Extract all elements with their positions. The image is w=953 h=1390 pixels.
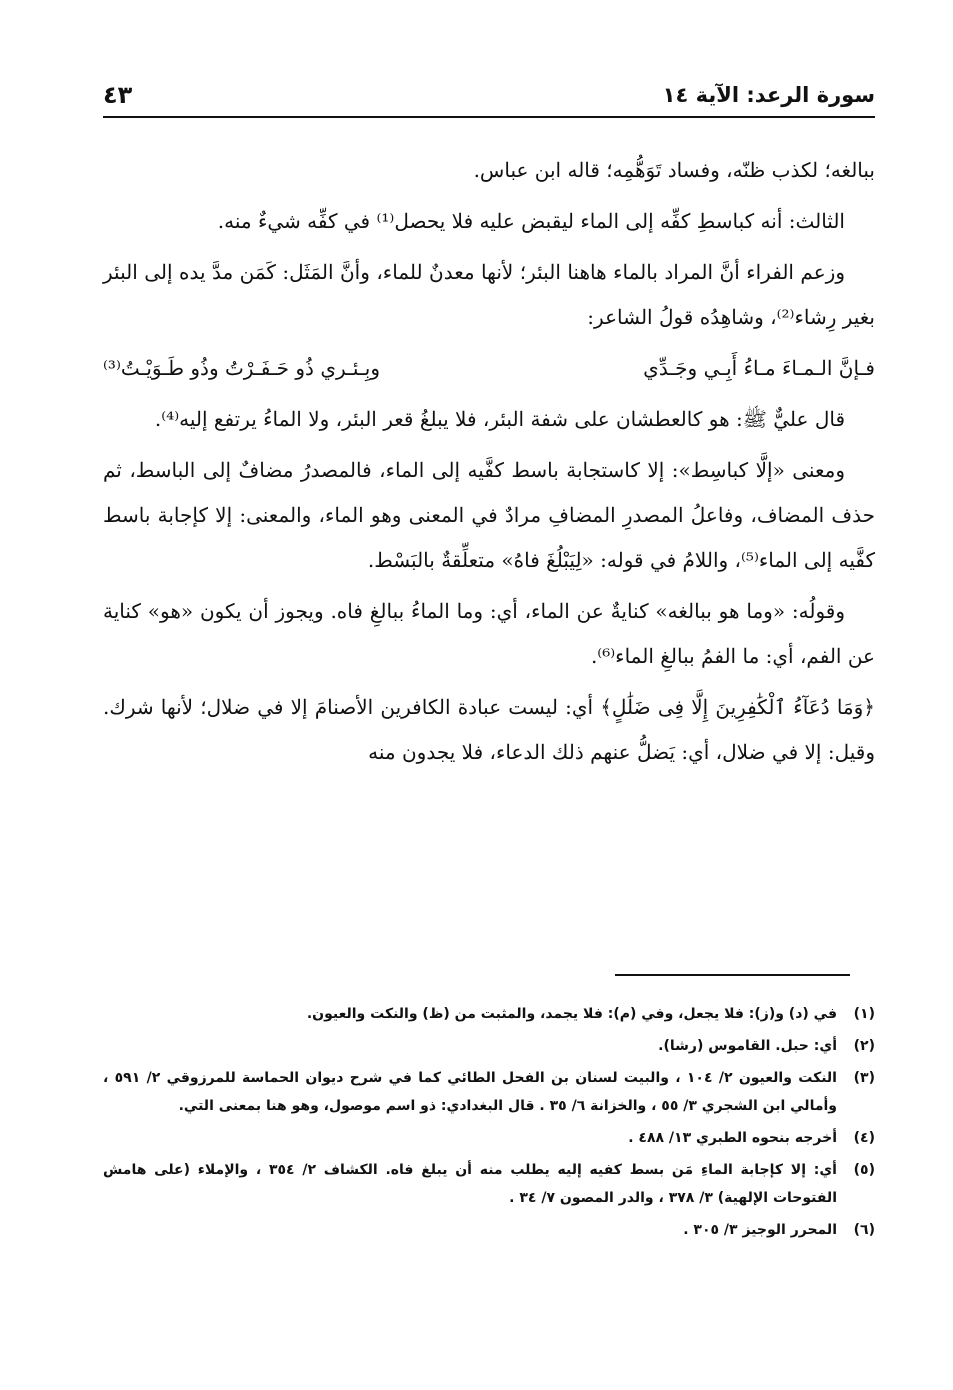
footnote-number: (٤) [853,1130,875,1146]
paragraph-1: ببالغه؛ لكذب ظنّه، وفساد تَوَهُّمِه؛ قاله ابن عباس. [473,158,875,182]
footnote-3 [103,1064,875,1120]
footnote-4 [103,1124,875,1152]
footnote-6 [103,1216,875,1244]
footnote-5 [103,1156,875,1212]
footnote-number: (٣) [853,1070,875,1086]
paragraph-2: الثالث: أنه كباسطِ كفِّه إلى الماء ليقبض عليه فلا يحصل⁽¹⁾ في كفِّه شيءٌ منه. [217,209,845,233]
paragraph-5: ومعنى «إلَّا كباسِط»: إلا كاستجابة باسط كفَّيه إلى الماء، فالمصدرُ مضافٌ إلى الباسط، ثم حذف المضاف، وفاعلُ المصدرِ المضافِ مرادٌ في المعنى وهو الماء، والمعنى: إلا كإجابة باسط كفَّيه إلى الماء⁽⁵⁾، واللامُ في قوله: «لِيَبْلُغَ فاهُ» متعلِّقةٌ بالبَسْط. [103,458,875,572]
paragraph-4: قال عليٌّ ﷺ: هو كالعطشان على شفة البئر، فلا يبلغُ قعر البئر، ولا الماءُ يرتفع إليه⁽⁴⁾. [154,407,845,431]
footnote-text: أي: إلا كإجابة الماءِ مَن بسط كفيه إليه يطلب منه أن يبلغ فاه. الكشاف ٢/ ٣٥٤ ، والإملاء (على هامش الفتوحات الإلهية) ٣/ ٣٧٨ ، والدر المصون ٧/ ٣٤ . [103,1162,837,1206]
running-title: سورة الرعد: الآية ١٤ [662,83,875,107]
footnote-number: (٢) [853,1038,875,1054]
page-header [103,78,875,112]
footnote-1 [103,1000,875,1028]
footnote-number: (٥) [853,1162,875,1178]
verse-second-hemistich: وبِـئـري ذُو حَـفَـرْتُ وذُو طَـوَيْـتُ⁽³⁾ [103,356,380,380]
footnote-separator [615,974,850,976]
poetry-verse [103,346,875,391]
footnote-text: أخرجه بنحوه الطبري ١٣/ ٤٨٨ . [628,1130,837,1146]
footnote-text: النكت والعيون ٢/ ١٠٤ ، والبيت لسنان بن الفحل الطائي كما في شرح ديوان الحماسة للمرزوقي ٢/ ٥٩١ ، وأمالي ابن الشجري ٣/ ٥٥ ، والخزانة ٦/ ٣٥ . قال البغدادي: ذو اسم موصول، وهو هنا بمعنى التي. [103,1070,837,1114]
footnote-number: (٦) [853,1222,875,1238]
footnote-2 [103,1032,875,1060]
paragraph-6: وقولُه: «وما هو ببالغه» كنايةٌ عن الماء، أي: وما الماءُ ببالغِ فاه. ويجوز أن يكون «هو» كناية عن الفم، أي: ما الفمُ ببالغِ الماء⁽⁶⁾. [103,599,875,668]
main-text [103,148,875,781]
footnote-text: أي: حبل. القاموس (رشا). [658,1038,837,1054]
paragraph-3: وزعم الفراء أنَّ المراد بالماء هاهنا البئر؛ لأنها معدنٌ للماء، وأنَّ المَثَل: كَمَن مدَّ يده إلى البئر بغير رِشاء⁽²⁾، وشاهِدُه قولُ الشاعر: [103,260,875,329]
page-number: ٤٣ [103,81,133,109]
footnotes [103,1000,875,1248]
footnote-text: في (د) و(ز): فلا يجعل، وفي (م): فلا يجمد، والمثبت من (ظ) والنكت والعيون. [306,1006,837,1022]
footnote-number: (١) [853,1006,875,1022]
footnote-text: المحرر الوجيز ٣/ ٣٠٥ . [683,1222,837,1238]
paragraph-7: ﴿وَمَا دُعَآءُ ٱلْكَٰفِرِينَ إِلَّا فِى ضَلَٰلٍ﴾ أي: ليست عبادة الكافرين الأصنامَ إلا في ضلال؛ لأنها شرك. وقيل: إلا في ضلال، أي: يَضلُّ عنهم ذلك الدعاء، فلا يجدون منه [103,695,875,764]
verse-first-hemistich: فـإنَّ الـمـاءَ مـاءُ أَبِـي وجَـدِّي [643,356,875,380]
header-rule [103,116,875,118]
